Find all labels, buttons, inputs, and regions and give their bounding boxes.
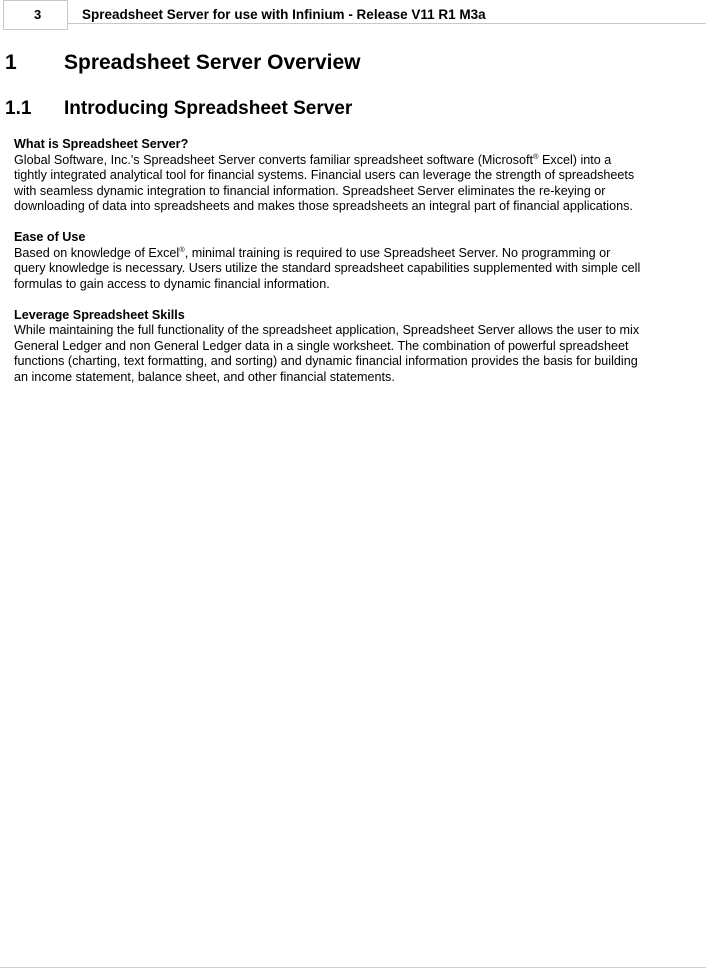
- footer-rule: [0, 967, 706, 968]
- subsection-title: Ease of Use: [14, 230, 86, 244]
- subsection-ease-of-use: [14, 230, 704, 292]
- subsection-title: Leverage Spreadsheet Skills: [14, 307, 185, 322]
- subsection-title: What is Spreadsheet Server?: [14, 137, 189, 151]
- page-header: [0, 0, 706, 31]
- header-rule: [68, 23, 706, 24]
- registered-mark: ®: [179, 244, 185, 254]
- section-title: Introducing Spreadsheet Server: [64, 98, 353, 119]
- registered-mark: ®: [532, 151, 539, 161]
- chapter-title: Spreadsheet Server Overview: [64, 51, 361, 74]
- subsection-what-is: [14, 137, 704, 215]
- section-heading: [5, 98, 352, 120]
- subsection-body: [14, 246, 704, 293]
- subsection-leverage-skills: [14, 308, 704, 386]
- header-title: Spreadsheet Server for use with Infinium - Release V11 R1 M3a: [82, 7, 486, 22]
- body-text: Excel) into a tightly integrated analytical tool for financial systems. Financial users can leverage the strength of spreadsheets with seamless dynamic integration to financial information. Spreadsheet Server eliminates the re-keying or downloading of data into spreadsheets and makes those spreadsheets an integral part of financial applications.: [14, 152, 635, 213]
- body-text: Based on knowledge of Excel: [14, 245, 180, 260]
- chapter-heading: [5, 51, 361, 75]
- subsection-body: [14, 153, 704, 215]
- body-text: Global Software, Inc.'s Spreadsheet Server converts familiar spreadsheet software (Microsoft: [14, 152, 533, 167]
- chapter-number: 1: [5, 51, 17, 74]
- body-text: , minimal training is required to use Spreadsheet Server. No programming or query knowledge is necessary. Users utilize the standard spreadsheet capabilities supplemented with simple cell formulas to gain access to dynamic financial information.: [14, 245, 641, 291]
- subsection-body: While maintaining the full functionality of the spreadsheet application, Spreadsheet Server allows the user to mix General Ledger and non General Ledger data in a single worksheet. The combination of powerful spreadsheet functions (charting, text formatting, and sorting) and dynamic financial information provides the basis for building an income statement, balance sheet, and other financial statements.: [14, 323, 640, 384]
- page-number: 3: [3, 0, 68, 30]
- section-content: [14, 137, 704, 401]
- section-number: 1.1: [5, 98, 32, 119]
